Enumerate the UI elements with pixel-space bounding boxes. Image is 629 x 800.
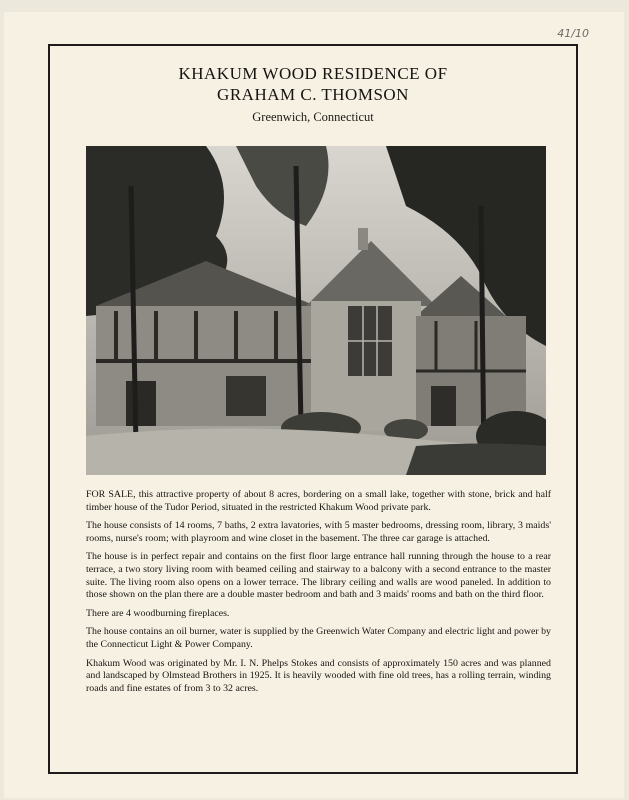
location-subtitle: Greenwich, Connecticut	[252, 110, 374, 124]
paragraph-condition: The house is in perfect repair and contains on the first floor large entrance hall running through the house to a rear terrace, a two story living room with beamed ceiling and stairway to a balcony with a second entrance to the master suite. The living room also opens on a lower terrace. The library ceiling and walls are wood paneled. In addition to those shown on the plan there are a double master bedroom and bath and 3 maids' rooms and bath on the third floor.	[86, 551, 551, 601]
paragraph-for-sale: FOR SALE, this attractive property of about 8 acres, bordering on a small lake, together with stone, brick and half timber house of the Tudor Period, situated in the restricted Khakum Wood private park.	[86, 489, 551, 513]
title-line-1: KHAKUM WOOD RESIDENCE OF	[178, 64, 448, 83]
tudor-house-image	[86, 146, 546, 475]
paragraph-khakum-wood: Khakum Wood was originated by Mr. I. N. Phelps Stokes and consists of approximately 150 acres and was planned and landscaped by Olmstead Brothers in 1925. It is heavily wooded with fine old trees, has a rolling terrain, winding roads and fine estates of from 3 to 32 acres.	[86, 657, 551, 694]
paragraph-rooms: The house consists of 14 rooms, 7 baths, 2 extra lavatories, with 5 master bedrooms, dressing room, library, 3 maids' rooms, nurse's room; with playroom and wine closet in the basement. The three car garage is attached.	[86, 520, 551, 544]
description-body	[86, 489, 551, 701]
handwritten-annotation: 41/10	[557, 27, 589, 40]
paragraph-fireplaces: There are 4 woodburning fireplaces.	[86, 607, 230, 619]
title-line-2: GRAHAM C. THOMSON	[217, 85, 409, 104]
document-frame	[48, 44, 578, 774]
paragraph-utilities: The house contains an oil burner, water is supplied by the Greenwich Water Company and electric light and power by the Connecticut Light & Power Company.	[86, 626, 551, 650]
house-photograph	[86, 146, 546, 475]
